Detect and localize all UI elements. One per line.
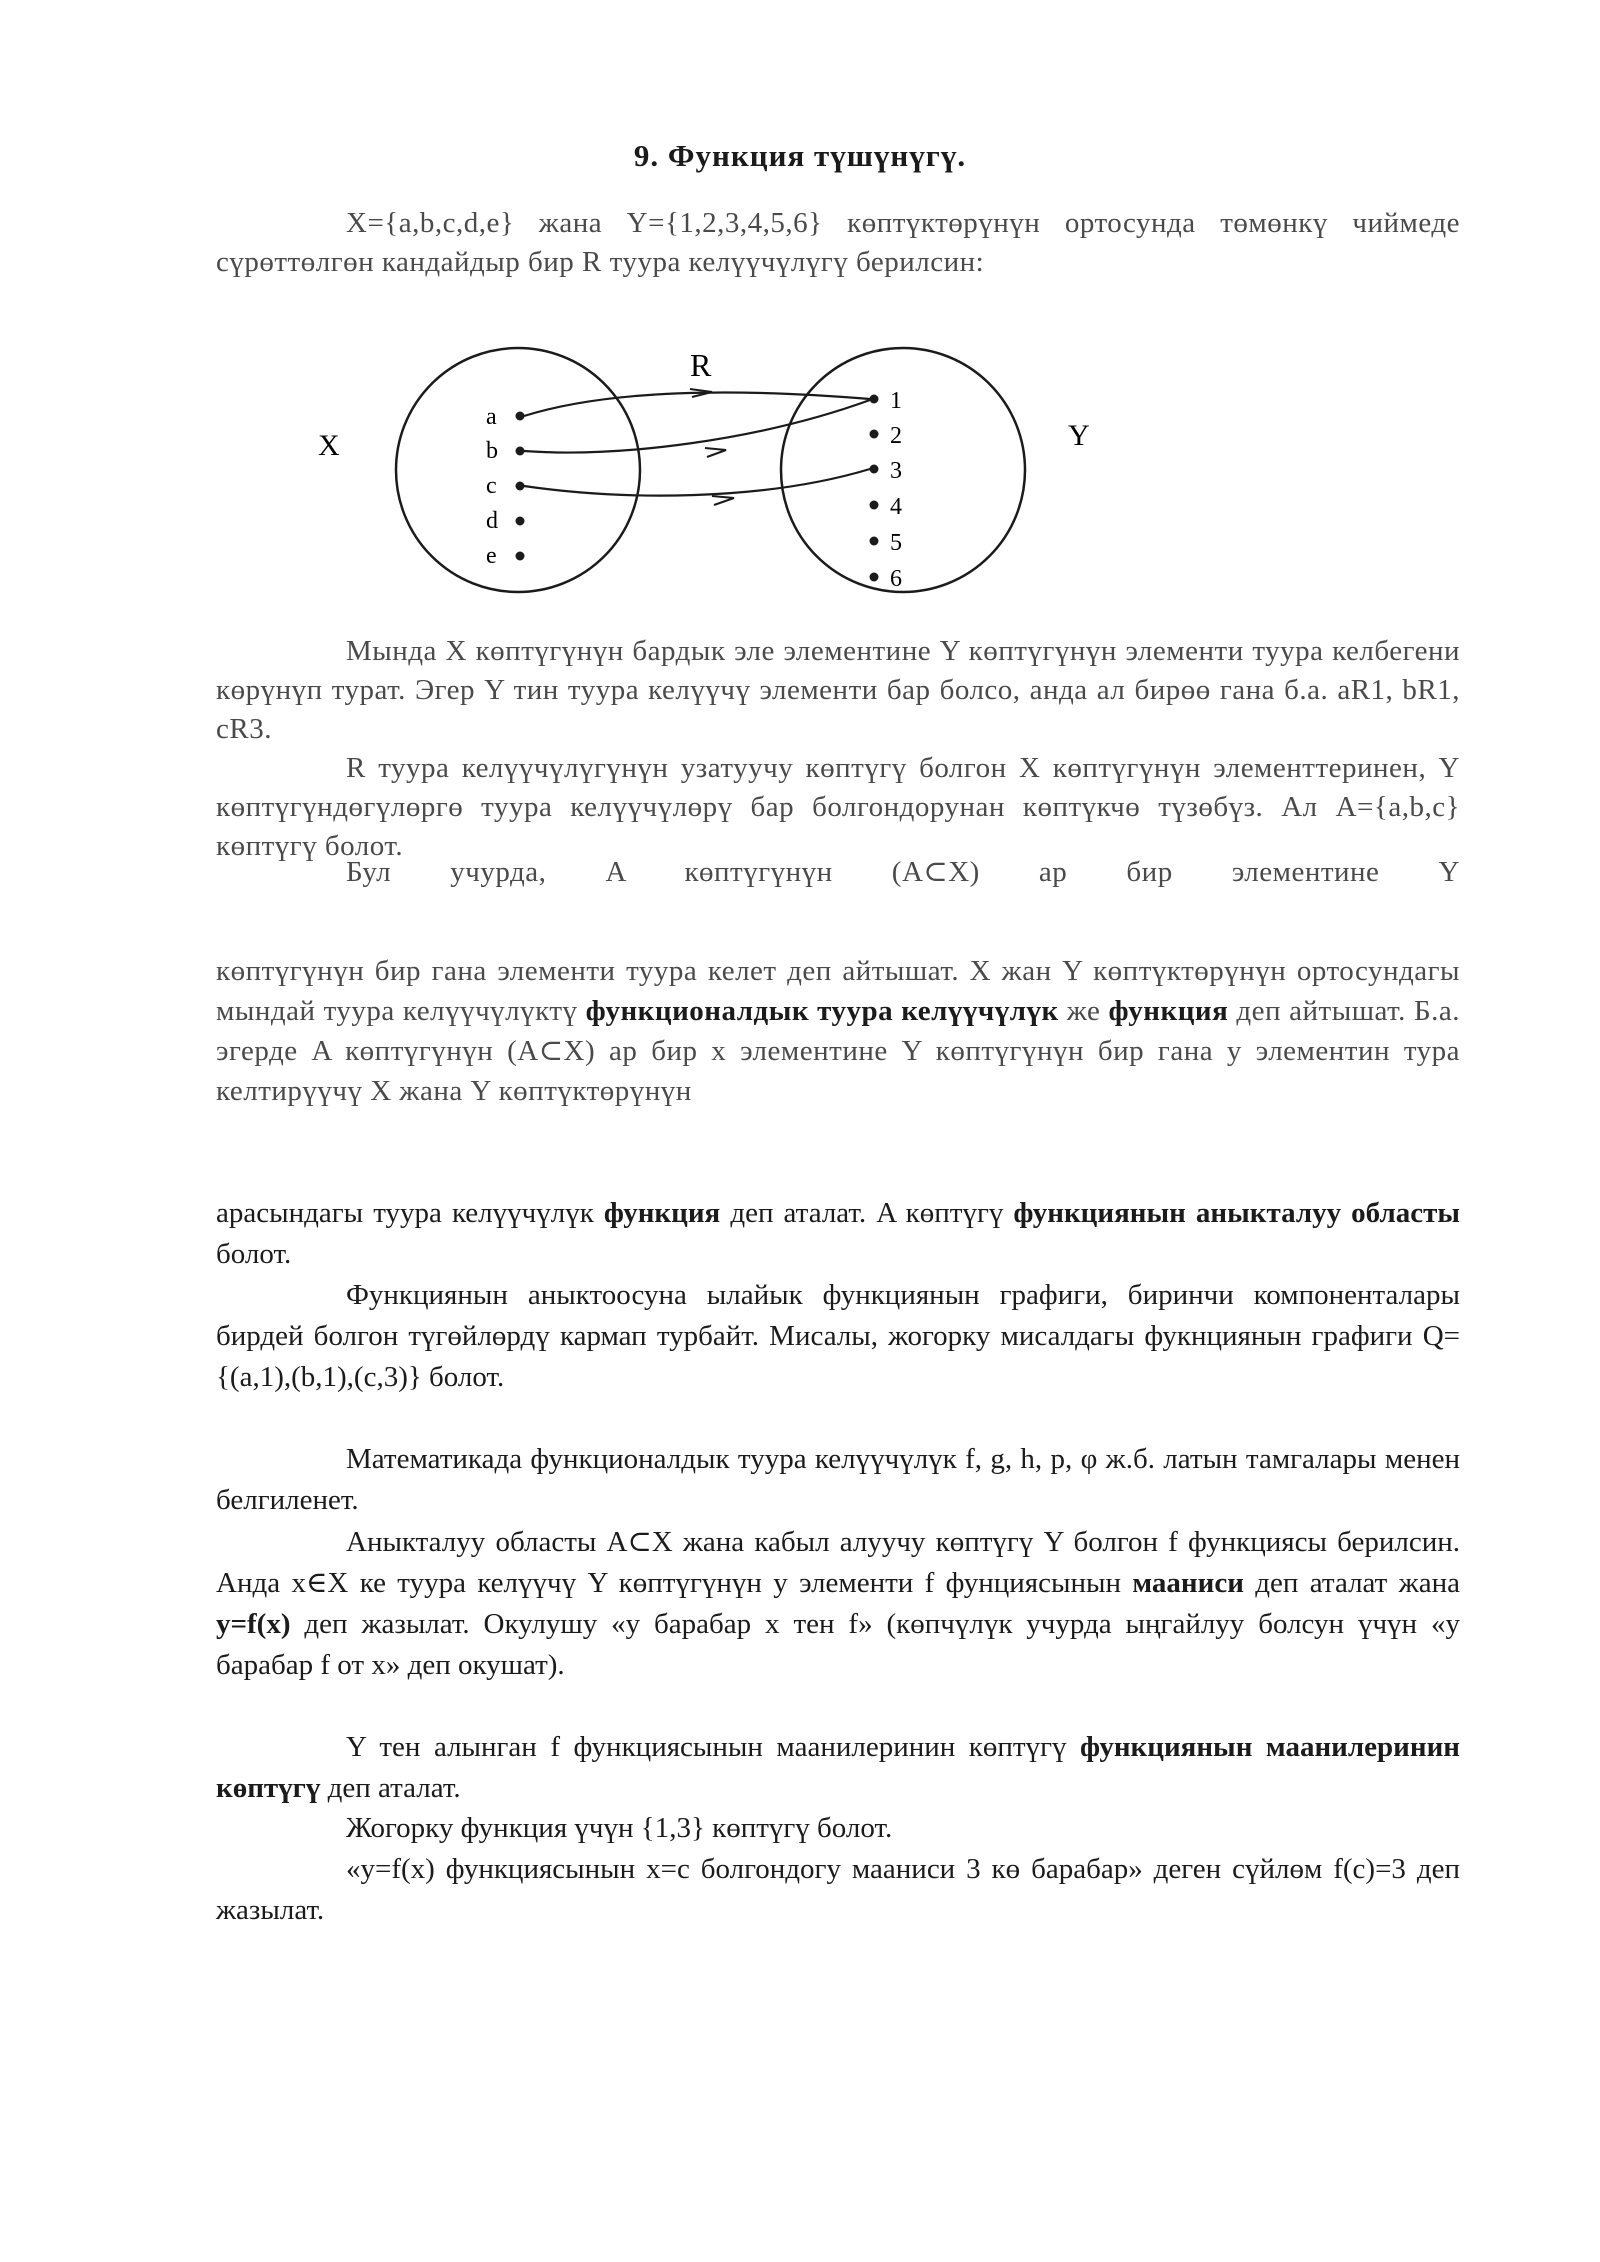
set-y-elements xyxy=(870,388,903,592)
relation-diagram xyxy=(0,340,1600,620)
text-run: деп айтышат. Б.а. эгерде A көптүгүнүн (A⊂X) ар бир x элементине Y көптүгүнүн бир гана y элементин тура келтирүүчү X жана Y көптүктөрүнүн xyxy=(216,995,1461,1107)
relation-label: R xyxy=(690,347,712,383)
paragraph-5 xyxy=(216,1193,1460,1275)
paragraph-3: Бул учурда, A көптүгүнүн (A⊂X) ар бир элементине Y xyxy=(346,856,1460,888)
x-point xyxy=(516,447,525,456)
x-point xyxy=(516,482,525,491)
x-point xyxy=(516,552,525,561)
paragraph-6: Функциянын аныктоосуна ылайык функциянын графиги, биринчи компоненталары бирдей болгон түгөйлөрдү кармап турбайт. Мисалы, жогорку мисалдагы фукнциянын графиги Q={(a,1),(b,1),(c,3)} болот. xyxy=(216,1279,1460,1393)
term-domain: функциянын аныкталуу областы xyxy=(1013,1197,1460,1229)
x-point xyxy=(516,412,525,421)
set-x-label: X xyxy=(318,429,340,462)
text-run: деп аталат. A көптүгү xyxy=(720,1197,1014,1229)
y-point xyxy=(870,537,879,546)
arrow-b-to-1-head xyxy=(705,448,726,457)
term-value: мааниси xyxy=(1132,1567,1244,1599)
y-point xyxy=(870,573,879,582)
set-x-elements xyxy=(486,404,525,569)
relation-arrows xyxy=(524,389,870,505)
paragraph-9 xyxy=(216,1727,1460,1809)
y-element: 1 xyxy=(890,388,902,414)
text-run: деп аталат жана xyxy=(1243,1567,1460,1599)
paragraph-2: R туура келүүчүлүгүнүн узатуучу көптүгү болгон X көптүгүнүн элементтеринен, Y көптүгүндөгүлөргө туура келүүчүлөрү бар болгондорунан көптүкчө түзөбүз. Ал A={a,b,c} көптүгү болот. xyxy=(216,752,1460,862)
x-element: e xyxy=(486,543,497,569)
y-point xyxy=(870,501,879,510)
x-element: a xyxy=(486,404,497,430)
y-point xyxy=(870,465,879,474)
formula-y-equals-fx: y=f(x) xyxy=(216,1608,291,1640)
set-y-label: Y xyxy=(1068,419,1090,452)
y-element: 6 xyxy=(890,566,902,592)
term-function: функция xyxy=(1108,995,1229,1027)
y-element: 4 xyxy=(890,494,902,520)
term-functional-correspondence: функционалдык туура келүүчүлүк xyxy=(585,995,1059,1027)
arrow-b-to-1 xyxy=(524,400,870,452)
y-element: 2 xyxy=(890,423,902,449)
text-run: арасындагы туура келүүчүлүк xyxy=(216,1197,604,1229)
paragraph-8 xyxy=(216,1522,1460,1686)
y-point xyxy=(870,430,879,439)
paragraph-10: Жогорку функция үчүн {1,3} көптүгү болот. xyxy=(346,1812,893,1844)
text-run: Аныкталуу областы A⊂X жана кабыл алуучу көптүгү Y болгон f функциясы берилсин. Анда x∈X ке туура келүүчү Y көптүгүнүн y элементи f фунциясынын xyxy=(216,1526,1460,1599)
paragraph-1: Мында X көптүгүнүн бардык эле элементине Y көптүгүнүн элементи туура келбегени көрүнүп турат. Эгер Y тин туура келүүчү элементи бар болсо, анда ал бирөө гана б.а. aR1, bR1, cR3. xyxy=(216,635,1460,745)
text-run: Y тен алынган f функциясынын маанилеринин көптүгү xyxy=(346,1731,1080,1763)
x-element: b xyxy=(486,438,498,464)
term-function: функция xyxy=(603,1197,721,1229)
x-point xyxy=(516,517,525,526)
arrow-c-to-3-head xyxy=(712,496,734,505)
set-y-circle xyxy=(781,348,1025,592)
arrow-c-to-3 xyxy=(524,469,870,496)
x-element: c xyxy=(486,473,497,499)
paragraph-11: «y=f(x) функциясынын x=c болгондогу мааниси 3 кө барабар» деген сүйлөм f(c)=3 деп жазылат. xyxy=(216,1853,1460,1926)
section-title: 9. Функция түшүнүгү. xyxy=(633,138,967,173)
y-point xyxy=(870,395,879,404)
paragraph-7: Математикада функционалдык туура келүүчүлүк f, g, h, p, φ ж.б. латын тамгалары менен белгиленет. xyxy=(216,1443,1460,1516)
intro-paragraph: X={a,b,c,d,e} жана Y={1,2,3,4,5,6} көптүктөрүнүн ортосунда төмөнкү чиймеде сүрөттөлгөн кандайдыр бир R туура келүүчүлүгү берилсин: xyxy=(216,207,1460,278)
text-run: деп аталат. xyxy=(320,1772,461,1804)
paragraph-4 xyxy=(216,951,1460,1111)
text-run: же xyxy=(1058,995,1109,1027)
text-run: болот. xyxy=(216,1238,292,1270)
y-element: 3 xyxy=(890,458,902,484)
text-run: көптүгүнүн бир гана элементи туура келет деп айтышат. X жан Y көптүктөрүнүн ортосундагы мындай туура келүүчүлүктү xyxy=(216,955,1460,1027)
y-element: 5 xyxy=(890,530,902,556)
term-range: функциянын маанилеринин көптүгү xyxy=(216,1731,1460,1804)
x-element: d xyxy=(486,508,498,534)
text-run: деп жазылат. Окулушу «у барабар х тен f» (көпчүлүк учурда ыңгайлуу болсун үчүн «у барабар f от х» деп окушат). xyxy=(216,1608,1460,1681)
